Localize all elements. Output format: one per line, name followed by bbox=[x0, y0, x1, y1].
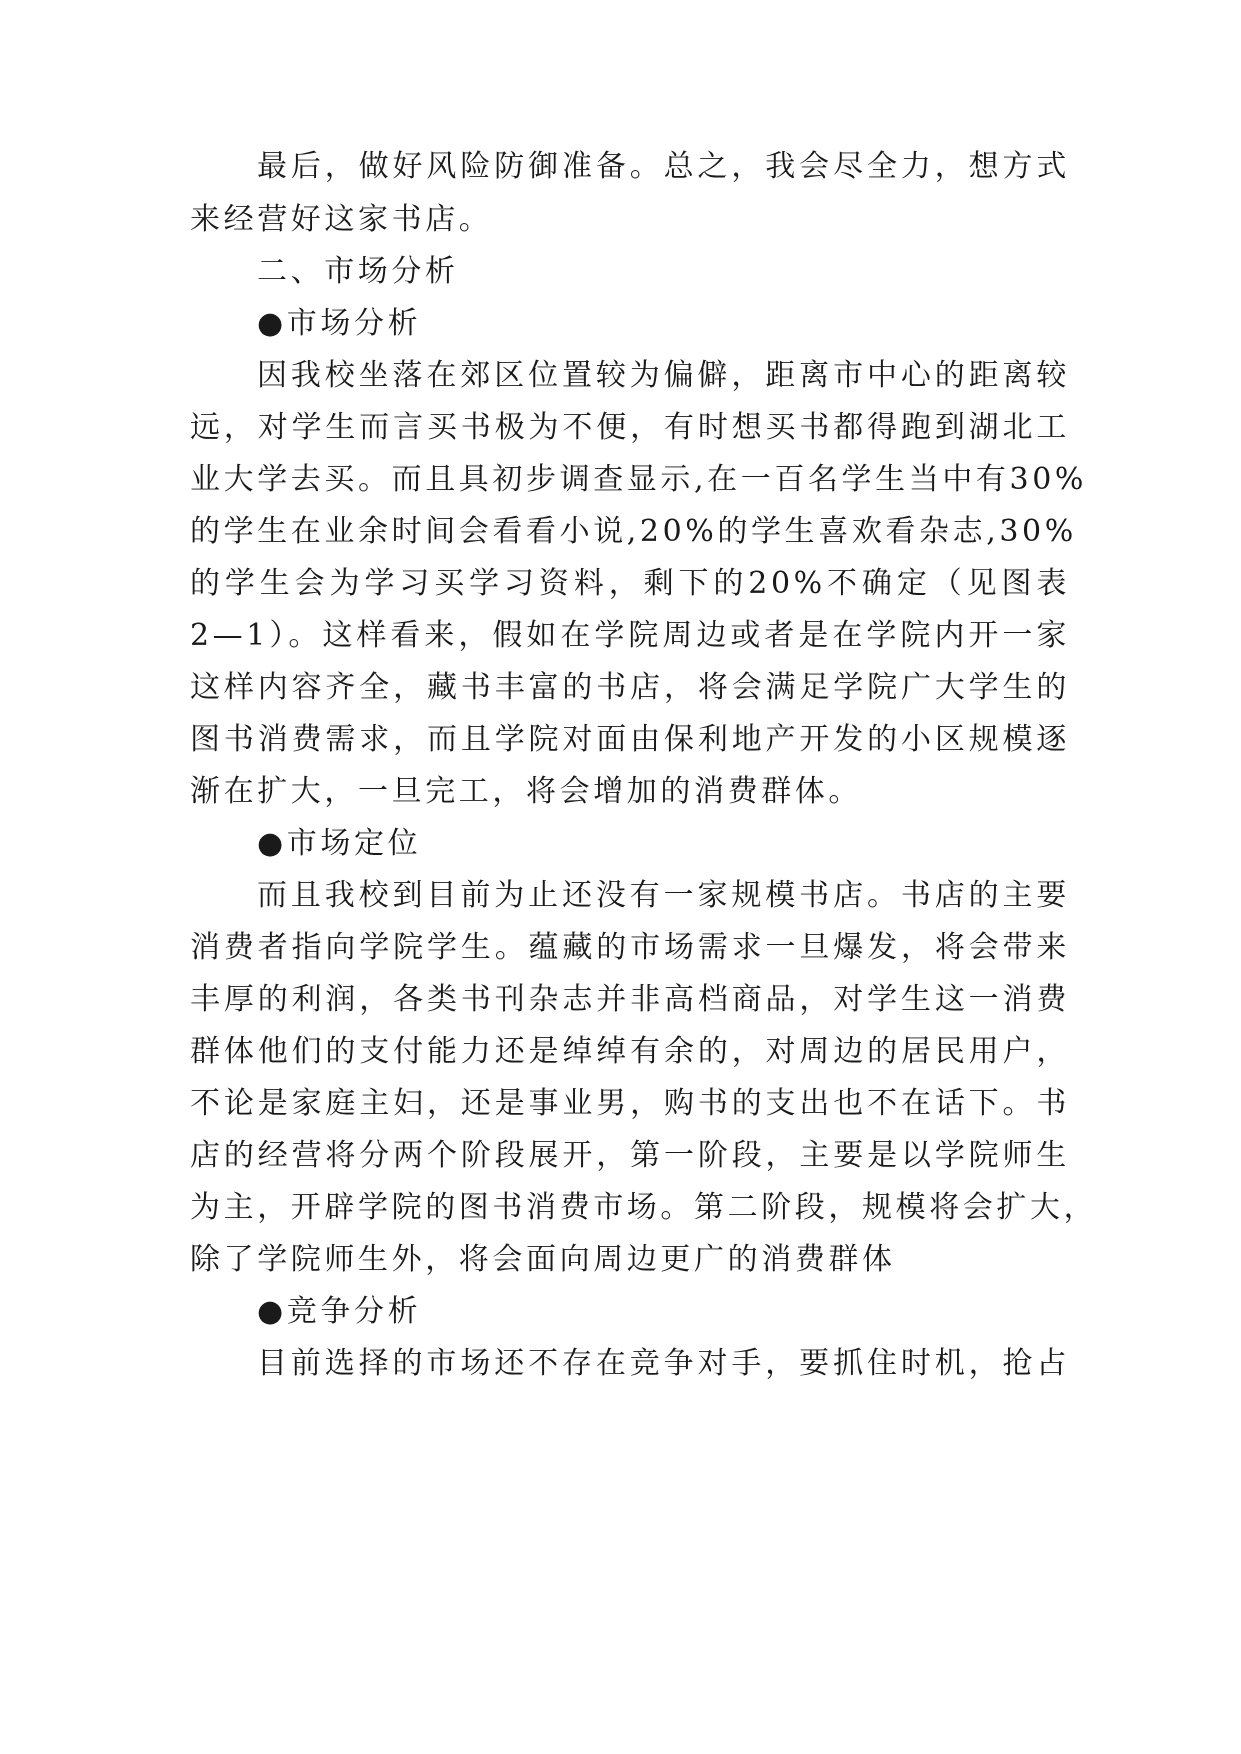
paragraph-line: 不论是家庭主妇，还是事业男，购书的支出也不在话下。书 bbox=[190, 1086, 1070, 1121]
paragraph-line: 除了学院师生外，将会面向周边更广的消费群体 bbox=[190, 1242, 896, 1277]
paragraph-line: 因我校坐落在郊区位置较为偏僻，距离市中心的距离较 bbox=[257, 358, 1070, 393]
paragraph-line: 的学生在业余时间会看看小说,20%的学生喜欢看杂志,30% bbox=[190, 514, 1077, 549]
paragraph-line: 业大学去买。而且具初步调查显示,在一百名学生当中有30% bbox=[190, 462, 1088, 497]
paragraph-line: 渐在扩大，一旦完工，将会增加的消费群体。 bbox=[190, 774, 862, 809]
subheading-market-analysis: ●市场分析 bbox=[257, 306, 422, 341]
paragraph-line: 来经营好这家书店。 bbox=[190, 202, 493, 237]
paragraph-line: 丰厚的利润，各类书刊杂志并非高档商品，对学生这一消费 bbox=[190, 982, 1070, 1017]
paragraph-line: 为主，开辟学院的图书消费市场。第二阶段，规模将会扩大， bbox=[190, 1190, 1098, 1225]
paragraph-line: 2—1）。这样看来，假如在学院周边或者是在学院内开一家 bbox=[190, 618, 1070, 653]
paragraph-line: 最后，做好风险防御准备。总之，我会尽全力，想方式 bbox=[257, 149, 1070, 184]
paragraph-line: 消费者指向学院学生。蕴藏的市场需求一旦爆发，将会带来 bbox=[190, 930, 1070, 965]
paragraph-line: 而且我校到目前为止还没有一家规模书店。书店的主要 bbox=[257, 878, 1070, 913]
paragraph-line: 店的经营将分两个阶段展开，第一阶段，主要是以学院师生 bbox=[190, 1138, 1070, 1173]
section-heading: 二、市场分析 bbox=[257, 254, 459, 289]
paragraph-line: 这样内容齐全，藏书丰富的书店，将会满足学院广大学生的 bbox=[190, 670, 1070, 705]
paragraph-line: 图书消费需求，而且学院对面由保利地产开发的小区规模逐 bbox=[190, 722, 1070, 757]
subheading-market-positioning: ●市场定位 bbox=[257, 826, 422, 861]
subheading-competition-analysis: ●竞争分析 bbox=[257, 1294, 422, 1329]
paragraph-line: 的学生会为学习买学习资料，剩下的20%不确定（见图表 bbox=[190, 566, 1070, 601]
paragraph-line: 目前选择的市场还不存在竞争对手，要抓住时机，抢占 bbox=[257, 1346, 1070, 1381]
paragraph-line: 远，对学生而言买书极为不便，有时想买书都得跑到湖北工 bbox=[190, 410, 1070, 445]
paragraph-line: 群体他们的支付能力还是绰绰有余的，对周边的居民用户， bbox=[190, 1034, 1070, 1069]
